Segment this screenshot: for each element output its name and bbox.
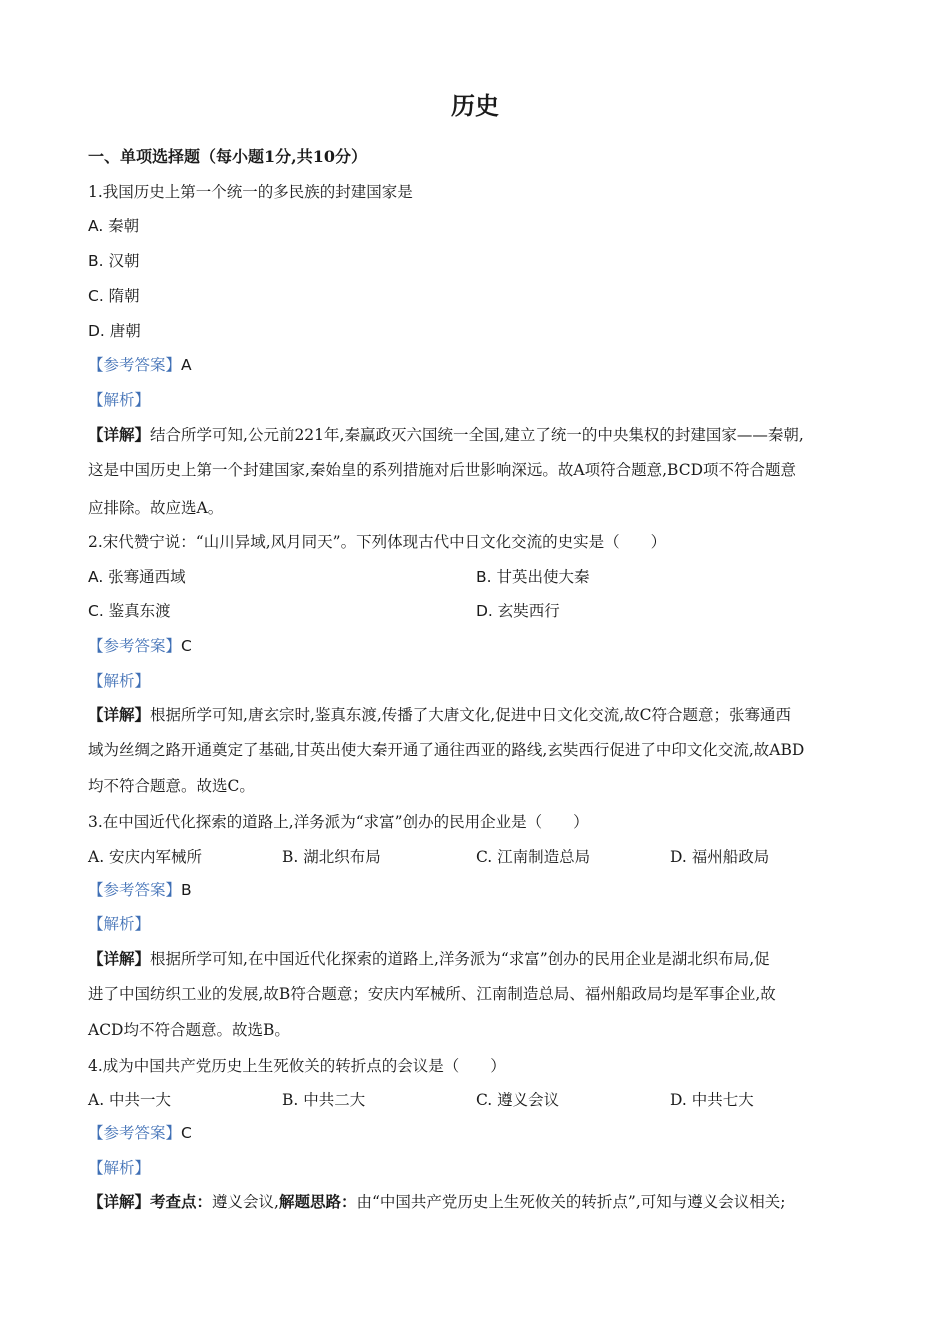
q2-option-c: C. 鉴真东渡 bbox=[88, 602, 171, 620]
q3-option-b: B. 湖北织布局 bbox=[282, 848, 381, 866]
detail-keyword: 解题思路： bbox=[278, 1192, 357, 1211]
q4-option-a: A. 中共一大 bbox=[88, 1091, 172, 1109]
q3-detail-line-3: ACD均不符合题意。故选B。 bbox=[88, 1021, 290, 1039]
detail-label: 【详解】 bbox=[88, 705, 151, 724]
q3-jiexi-label: 【解析】 bbox=[88, 915, 151, 933]
q3-option-c: C. 江南制造总局 bbox=[476, 848, 591, 866]
q2-jiexi-label: 【解析】 bbox=[88, 672, 151, 690]
q4-option-c: C. 遵义会议 bbox=[476, 1091, 560, 1109]
q1-detail-line-2: 这是中国历史上第一个封建国家,秦始皇的系列措施对后世影响深远。故A项符合题意,BCD项不符合题意 bbox=[88, 461, 797, 479]
question-2-stem: 2.宋代赞宁说：“山川异域,风月同天”。下列体现古代中日文化交流的史实是（ ） bbox=[88, 533, 667, 551]
q1-option-d: D. 唐朝 bbox=[88, 322, 141, 340]
question-3-stem: 3.在中国近代化探索的道路上,洋务派为“求富”创办的民用企业是（ ） bbox=[88, 813, 589, 831]
q2-option-d: D. 玄奘西行 bbox=[476, 602, 560, 620]
q3-option-a: A. 安庆内军械所 bbox=[88, 848, 203, 866]
q2-option-a: A. 张骞通西域 bbox=[88, 568, 186, 586]
q1-option-b: B. 汉朝 bbox=[88, 252, 140, 270]
detail-text: 由“中国共产党历史上生死攸关的转折点”,可知与遵义会议相关; bbox=[356, 1193, 786, 1211]
q3-detail-line-1 bbox=[88, 948, 770, 970]
q1-answer bbox=[88, 354, 192, 376]
answer-value: A bbox=[181, 356, 192, 374]
question-1-stem: 1.我国历史上第一个统一的多民族的封建国家是 bbox=[88, 183, 413, 201]
detail-keyword: 考查点： bbox=[150, 1192, 213, 1211]
section-heading: 一、单项选择题（每小题1分,共10分） bbox=[88, 147, 367, 166]
q2-detail-line-1 bbox=[88, 704, 791, 726]
q1-detail-line-1 bbox=[88, 424, 804, 446]
answer-value: B bbox=[181, 881, 192, 899]
q1-detail-line-3: 应排除。故应选A。 bbox=[88, 499, 224, 517]
detail-text: 根据所学可知,在中国近代化探索的道路上,洋务派为“求富”创办的民用企业是湖北织布局,促 bbox=[150, 950, 770, 968]
q2-answer bbox=[88, 635, 192, 657]
detail-text: 根据所学可知,唐玄宗时,鉴真东渡,传播了大唐文化,促进中日文化交流,故C符合题意；张骞通西 bbox=[150, 706, 792, 724]
answer-label: 【参考答案】 bbox=[88, 356, 182, 374]
detail-label: 【详解】 bbox=[88, 949, 151, 968]
q4-answer bbox=[88, 1122, 192, 1144]
answer-value: C bbox=[181, 1124, 192, 1142]
detail-label: 【详解】 bbox=[88, 1192, 151, 1211]
q1-option-c: C. 隋朝 bbox=[88, 287, 140, 305]
q3-detail-line-2: 进了中国纺织工业的发展,故B符合题意；安庆内军械所、江南制造总局、福州船政局均是军事企业,故 bbox=[88, 985, 776, 1003]
q3-answer bbox=[88, 879, 192, 901]
question-4-stem: 4.成为中国共产党历史上生死攸关的转折点的会议是（ ） bbox=[88, 1057, 506, 1075]
q2-detail-line-3: 均不符合题意。故选C。 bbox=[88, 777, 255, 795]
answer-label: 【参考答案】 bbox=[88, 637, 182, 655]
q2-option-b: B. 甘英出使大秦 bbox=[476, 568, 590, 586]
q1-jiexi-label: 【解析】 bbox=[88, 391, 151, 409]
q4-option-b: B. 中共二大 bbox=[282, 1091, 366, 1109]
q4-detail-line-1 bbox=[88, 1191, 785, 1213]
q4-option-d: D. 中共七大 bbox=[670, 1091, 754, 1109]
q2-detail-line-2: 域为丝绸之路开通奠定了基础,甘英出使大秦开通了通往西亚的路线,玄奘西行促进了中印文化交流,故ABD bbox=[88, 741, 805, 759]
q3-option-d: D. 福州船政局 bbox=[670, 848, 770, 866]
answer-value: C bbox=[181, 637, 192, 655]
answer-label: 【参考答案】 bbox=[88, 881, 182, 899]
detail-label: 【详解】 bbox=[88, 425, 151, 444]
q1-option-a: A. 秦朝 bbox=[88, 217, 140, 235]
detail-text: 结合所学可知,公元前221年,秦赢政灭六国统一全国,建立了统一的中央集权的封建国家——秦朝, bbox=[150, 426, 804, 444]
q4-jiexi-label: 【解析】 bbox=[88, 1159, 151, 1177]
page-title: 历史 bbox=[451, 92, 499, 120]
detail-text: 遵义会议, bbox=[212, 1193, 279, 1211]
answer-label: 【参考答案】 bbox=[88, 1124, 182, 1142]
